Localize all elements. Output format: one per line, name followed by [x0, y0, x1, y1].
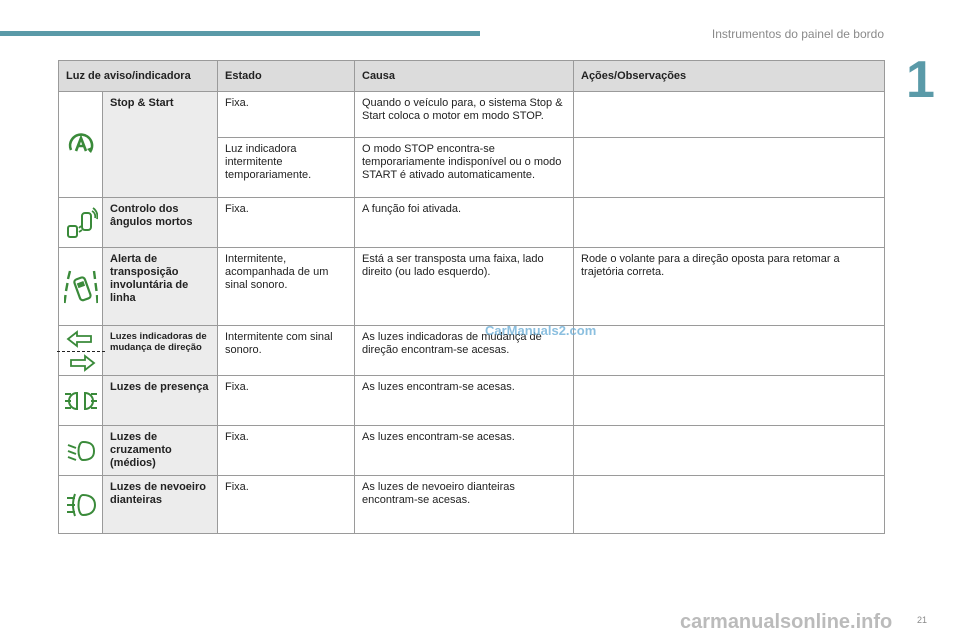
action-cell: Rode o volante para a direção oposta para retomar a trajetória correta.: [574, 248, 885, 326]
state-cell: Luz indicadora intermitente temporariamente.: [218, 138, 355, 198]
state-cell: Fixa.: [218, 92, 355, 138]
stop-start-icon: [59, 92, 103, 198]
light-name: Luzes de presença: [103, 376, 218, 426]
table-row: [59, 376, 885, 426]
section-title: Instrumentos do painel de bordo: [711, 27, 884, 41]
light-name: Luzes de nevoeiro dianteiras: [103, 476, 218, 534]
light-name: Controlo dos ângulos mortos: [103, 198, 218, 248]
action-cell: [574, 138, 885, 198]
state-cell: Fixa.: [218, 426, 355, 476]
action-cell: [574, 426, 885, 476]
footer-watermark: carmanualsonline.info: [680, 611, 893, 633]
column-header-actions: Ações/Observações: [574, 61, 885, 92]
table-row: [59, 92, 885, 138]
action-cell: [574, 326, 885, 376]
cause-cell: Está a ser transposta uma faixa, lado direito (ou lado esquerdo).: [355, 248, 574, 326]
state-cell: Intermitente com sinal sonoro.: [218, 326, 355, 376]
watermark-text: CarManuals2.com: [485, 323, 597, 338]
dipped-beam-icon: [59, 426, 103, 476]
cause-cell: A função foi ativada.: [355, 198, 574, 248]
cause-cell: As luzes encontram-se acesas.: [355, 376, 574, 426]
column-header-light: Luz de aviso/indicadora: [59, 61, 218, 92]
table-row: [59, 426, 885, 476]
table-row: [59, 248, 885, 326]
chapter-number: 1: [906, 51, 935, 109]
state-cell: Fixa.: [218, 476, 355, 534]
table-header-row: [59, 61, 885, 92]
header-accent-bar: [0, 31, 480, 36]
warning-lights-table: [58, 60, 885, 534]
action-cell: [574, 198, 885, 248]
cause-cell: O modo STOP encontra-se temporariamente indisponível ou o modo START é ativado automaticamente.: [355, 138, 574, 198]
light-name: Luzes indicadoras de mudança de direção: [103, 326, 218, 376]
cause-cell: Quando o veículo para, o sistema Stop & Start coloca o motor em modo STOP.: [355, 92, 574, 138]
light-name: Alerta de transposição involuntária de linha: [103, 248, 218, 326]
front-fog-icon: [59, 476, 103, 534]
action-cell: [574, 476, 885, 534]
lane-departure-icon: [59, 248, 103, 326]
page-number: 21: [917, 615, 928, 625]
turn-signal-icon: [59, 326, 103, 376]
action-cell: [574, 376, 885, 426]
blind-spot-icon: [59, 198, 103, 248]
cause-cell: As luzes indicadoras de mudança de direção encontram-se acesas.: [355, 326, 574, 376]
cause-cell: As luzes de nevoeiro dianteiras encontram-se acesas.: [355, 476, 574, 534]
table-row: [59, 476, 885, 534]
state-cell: Fixa.: [218, 198, 355, 248]
sidelights-icon: [59, 376, 103, 426]
table-row: [59, 198, 885, 248]
light-name: Stop & Start: [103, 92, 218, 198]
state-cell: Intermitente, acompanhada de um sinal sonoro.: [218, 248, 355, 326]
state-cell: Fixa.: [218, 376, 355, 426]
action-cell: [574, 92, 885, 138]
cause-cell: As luzes encontram-se acesas.: [355, 426, 574, 476]
column-header-cause: Causa: [355, 61, 574, 92]
light-name: Luzes de cruzamento (médios): [103, 426, 218, 476]
column-header-state: Estado: [218, 61, 355, 92]
table-row: [59, 326, 885, 376]
